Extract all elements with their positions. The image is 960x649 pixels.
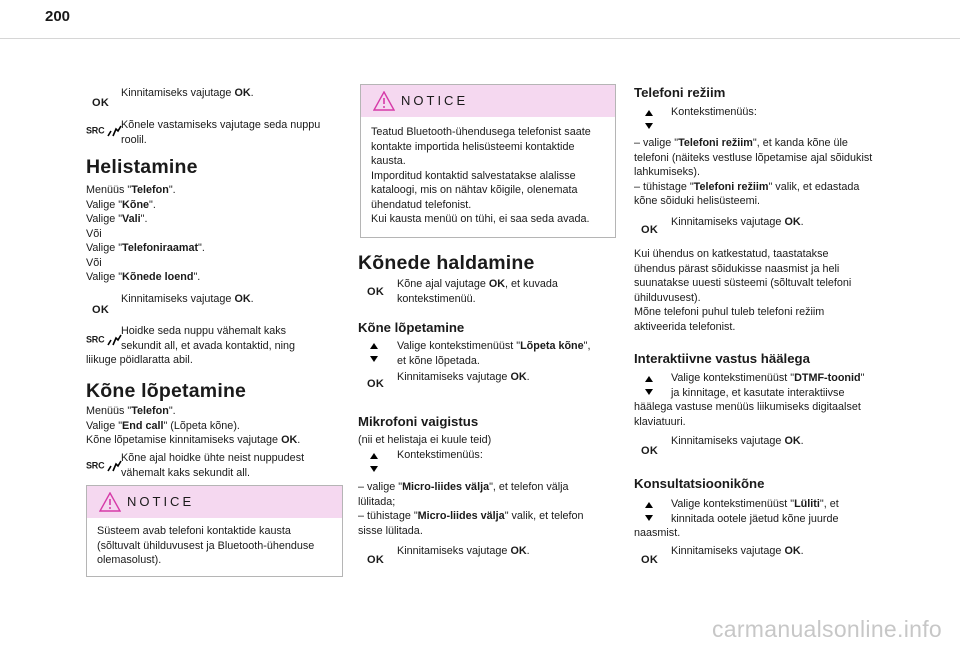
lopetamine-steps: Menüüs "Telefon". Valige "End call" (Lõpeta kõne). Kõne lõpetamise kinnitamiseks vajutage OK. xyxy=(86,405,301,446)
notice-text: Teatud Bluetooth-ühendusega telefonist saate kontakte importida helisüsteemi kontaktide kausta. Imporditud kontaktid salvestatakse alalisse kataloogi, mis on nähtav kõigile, olenemata ühendatud telefonist. Kui kausta menüü on tühi, ei saa seda avada. xyxy=(371,126,591,225)
ok-button-icon: OK xyxy=(641,224,659,236)
ok-button-icon: OK xyxy=(641,445,659,457)
heading-mikrofon: Mikrofoni vaigistus xyxy=(358,414,479,429)
mikrofon-options: – valige "Micro-liides välja", et telefon välja lülitada; – tühistage "Micro-liides välja" valik, et telefon sisse lülitada. xyxy=(358,481,584,537)
heading-kone-lopetamine: Kõne lõpetamine xyxy=(86,380,247,402)
notice-title: NOTICE xyxy=(401,93,469,108)
ok-button-icon: OK xyxy=(92,97,110,109)
heading-konede-haldamine: Kõnede haldamine xyxy=(358,252,535,274)
helistamine-steps: Menüüs "Telefon". Valige "Kõne". Valige "Vali". Või Valige "Telefoniraamat". Või Valige "Kõnede loend". xyxy=(86,184,205,283)
top-divider xyxy=(0,38,960,39)
heading-telefoni-rezhiim: Telefoni režiim xyxy=(634,85,726,100)
context-label: Kontekstimenüüs: xyxy=(397,449,483,461)
ok-instruction: Kinnitamiseks vajutage OK. xyxy=(121,87,254,99)
src-phone-icon: SRC xyxy=(86,125,123,137)
notice-box xyxy=(86,485,343,577)
ok-button-icon: OK xyxy=(367,378,385,390)
notice-box xyxy=(360,84,616,238)
ok-button-icon: OK xyxy=(641,554,659,566)
notice-header xyxy=(87,486,342,518)
reconnect-paragraph: Kui ühendus on katkestatud, taastatakse ühendus pärast sõidukisse naasmist ja heli suunatakse uuesti süsteemi (sõltuvalt telefoni ühilduvusest). Mõne telefoni puhul tuleb telefoni režiim aktiveerida telefonist. xyxy=(634,248,852,333)
up-down-arrows-icon xyxy=(368,341,380,365)
ok-instruction: Kinnitamiseks vajutage OK. xyxy=(671,216,804,228)
heading-helistamine: Helistamine xyxy=(86,156,198,178)
hold-instruction: Hoidke seda nuppu vähemalt kaks sekundit all, et avada kontaktid, ning xyxy=(121,325,296,352)
luliti-instruction: Valige kontekstimenüüst "Lüliti", et kinnitada ootele jäetud kõne juurde xyxy=(671,498,839,525)
ok-button-icon: OK xyxy=(367,554,385,566)
notice-text: Süsteem avab telefoni kontaktide kausta (sõltuvalt ühilduvusest ja Bluetooth-ühenduse olemasolust). xyxy=(97,525,315,566)
notice-title: NOTICE xyxy=(127,494,195,509)
ok-button-icon: OK xyxy=(92,304,110,316)
hold-instruction-cont: liikuge pöidlaratta abil. xyxy=(86,354,193,366)
up-down-arrows-icon xyxy=(368,451,380,475)
context-menu-instruction: Kõne ajal vajutage OK, et kuvada kontekstimenüü. xyxy=(397,278,558,305)
end-call-instruction: Kõne ajal hoidke ühte neist nuppudest vähemalt kaks sekundit all. xyxy=(121,452,305,479)
ok-instruction: Kinnitamiseks vajutage OK. xyxy=(397,545,530,557)
notice-header xyxy=(361,85,615,117)
up-down-arrows-icon xyxy=(643,500,655,524)
dtmf-instruction-cont: häälega vastuse menüüs liikumiseks digitaalset klaviatuuri. xyxy=(634,401,861,428)
src-phone-icon: SRC xyxy=(86,460,123,472)
ok-instruction: Kinnitamiseks vajutage OK. xyxy=(397,371,530,383)
heading-konsultatsioon: Konsultatsioonikõne xyxy=(634,476,765,491)
ok-instruction: Kinnitamiseks vajutage OK. xyxy=(671,435,804,447)
rezhiim-options: – valige "Telefoni režiim", et kanda kõne üle telefoni (näiteks vestluse lõpetamise ajal sõidukist lahkumiseks). – tühistage "Telefoni režiim" valik, et edastada kõne sõiduki helisüsteemi. xyxy=(634,137,873,207)
mikrofon-note: (nii et helistaja ei kuule teid) xyxy=(358,434,492,446)
dtmf-instruction: Valige kontekstimenüüst "DTMF-toonid" ja kinnitage, et kasutate interaktiivse xyxy=(671,372,865,399)
warning-icon xyxy=(373,91,395,111)
heading-kone-lopetamine-2: Kõne lõpetamine xyxy=(358,320,465,335)
heading-interaktiivne: Interaktiivne vastus häälega xyxy=(634,351,810,366)
src-phone-icon: SRC xyxy=(86,334,123,346)
up-down-arrows-icon xyxy=(643,108,655,132)
end-call-context: Valige kontekstimenüüst "Lõpeta kõne", et kõne lõpetada. xyxy=(397,340,591,367)
page-number: 200 xyxy=(45,8,71,25)
luliti-instruction-cont: naasmist. xyxy=(634,527,681,539)
ok-instruction: Kinnitamiseks vajutage OK. xyxy=(671,545,804,557)
up-down-arrows-icon xyxy=(643,374,655,398)
ok-instruction: Kinnitamiseks vajutage OK. xyxy=(121,293,254,305)
ok-button-icon: OK xyxy=(367,286,385,298)
context-label: Kontekstimenüüs: xyxy=(671,106,757,118)
answer-instruction: Kõnele vastamiseks vajutage seda nuppu roolil. xyxy=(121,119,321,146)
warning-icon xyxy=(99,492,121,512)
watermark: carmanualsonline.info xyxy=(711,616,942,642)
